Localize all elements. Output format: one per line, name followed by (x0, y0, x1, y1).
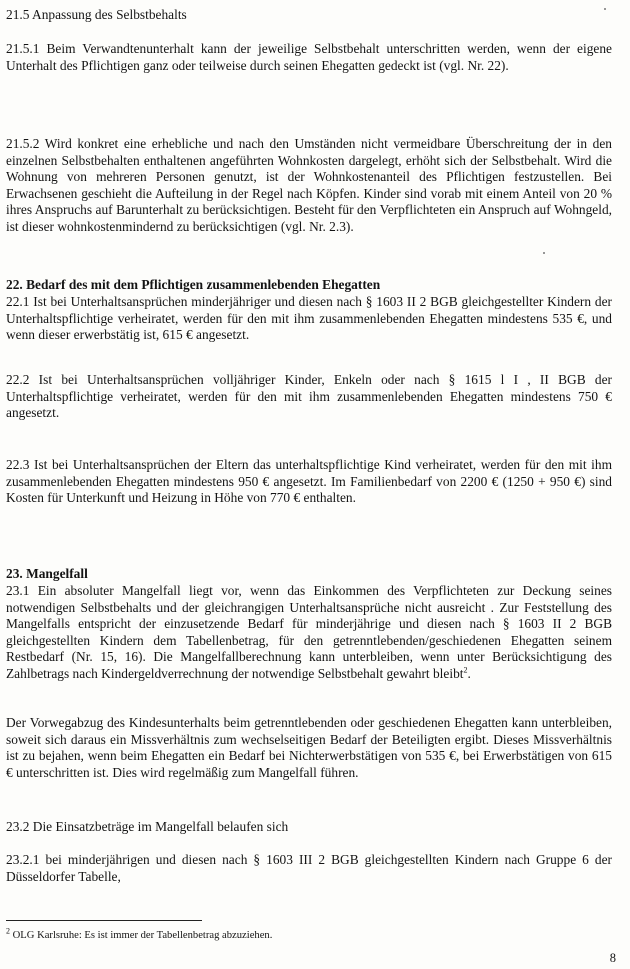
heading-23: 23. Mangelfall (6, 566, 88, 581)
page-number: 8 (609, 951, 616, 965)
paragraph-23-1-b: Der Vorwegabzug des Kindesunterhalts beim getrenntlebenden oder geschiedenen Ehegatten kann unterbleiben, soweit sich daraus ein Missverhältnis zum wechselseitigen Bedarf der Beteiligten ergibt. Dieses Missverhältnis ist zu bejahen, wenn beim Ehegatten ein Bedarf bei Nichterwerbstätigen von 535 €, bei Erwerbstätigen von 615 € unterschritten ist. Dies wird regelmäßig zum Mangelfall führen. (6, 715, 612, 780)
paragraph-23-2-1: 23.2.1 bei minderjährigen und diesen nach § 1603 III 2 BGB gleichgestellten Kindern nach Gruppe 6 der Düsseldorfer Tabelle, (6, 852, 612, 884)
footnote-text: OLG Karlsruhe: Es ist immer der Tabellenbetrag abzuziehen. (10, 930, 273, 941)
footnote-separator (6, 920, 202, 921)
paragraph-23-1 (6, 583, 612, 683)
paragraph-22-3: 22.3 Ist bei Unterhaltsansprüchen der Eltern das unterhaltspflichtige Kind verheiratet, werden für den mit ihm zusammenlebenden Ehegatten mindestens 950 € angesetzt. Im Familienbedarf von 2200 € (1250 + 950 €) sind Kosten für Unterkunft und Heizung in Höhe von 770 € enthalten. (6, 457, 612, 506)
footnote-ref: 2 (463, 665, 468, 675)
heading-21-5: 21.5 Anpassung des Selbstbehalts (6, 7, 187, 22)
paragraph-21-5-1: 21.5.1 Beim Verwandtenunterhalt kann der jeweilige Selbstbehalt unterschritten werden, wenn der eigene Unterhalt des Pflichtigen ganz oder teilweise durch seinen Ehegatten gedeckt ist (vgl. Nr. 22). (6, 41, 612, 73)
paragraph-23-2: 23.2 Die Einsatzbeträge im Mangelfall belaufen sich (6, 819, 289, 834)
paragraph-22-1: 22.1 Ist bei Unterhaltsansprüchen minderjähriger und diesen nach § 1603 II 2 BGB gleichgestellter Kindern der Unterhaltspflichtige verheiratet, werden für den mit ihm zusammenlebenden Ehegatten mindestens 535 €, und wenn dieser erwerbstätig ist, 615 € angesetzt. (6, 294, 612, 343)
footnote (6, 926, 566, 942)
paragraph-22-2: 22.2 Ist bei Unterhaltsansprüchen volljähriger Kinder, Enkeln oder nach § 1615 l I , II BGB der Unterhaltspflichtige verheiratet, werden für den mit ihm zusammenlebenden Ehegatten mindestens 750 € angesetzt. (6, 372, 612, 421)
scan-speck (604, 8, 606, 10)
paragraph-23-1-end: . (467, 665, 471, 681)
paragraph-23-1-text: 23.1 Ein absoluter Mangelfall liegt vor, wenn das Einkommen des Verpflichteten zur Deckung seines notwendigen Selbstbehalts und der gleichrangigen Unterhaltsansprüche nicht ausreicht . Zur Feststellung des Mangelfalls entspricht der einzusetzende Bedarf für minderjährige und diesen nach § 1603 II 2 BGB gleichgestellten Kindern dem Tabellenbetrag, für den getrenntlebenden/geschiedenen Ehegatten seinem Restbedarf (Nr. 15, 16). Die Mangelfallberechnung kann unterbleiben, wenn unter Berücksichtigung des Zahlbetrags nach Kindergeldverrechnung der notwendige Selbstbehalt gewahrt bleibt (6, 583, 612, 681)
paragraph-21-5-2: 21.5.2 Wird konkret eine erhebliche und nach den Umständen nicht vermeidbare Überschreitung der in den einzelnen Selbstbehalten enthaltenen angeführten Wohnkosten dargelegt, erhöht sich der Selbstbehalt. Wird die Wohnung von mehreren Personen genutzt, ist der Wohnkostenanteil des Pflichtigen festzustellen. Bei Erwachsenen geschieht die Aufteilung in der Regel nach Köpfen. Kinder sind vorab mit einem Anteil von 20 % ihres Anspruchs auf Barunterhalt zu berücksichtigen. Besteht für den Verpflichteten ein Anspruch auf Wohngeld, ist dieser wohnkostenmindernd zu berücksichtigen (vgl. Nr. 2.3). (6, 136, 612, 234)
footnote-marker: 2 (6, 926, 10, 936)
scan-speck (543, 252, 545, 254)
heading-22: 22. Bedarf des mit dem Pflichtigen zusammenlebenden Ehegatten (6, 277, 381, 292)
